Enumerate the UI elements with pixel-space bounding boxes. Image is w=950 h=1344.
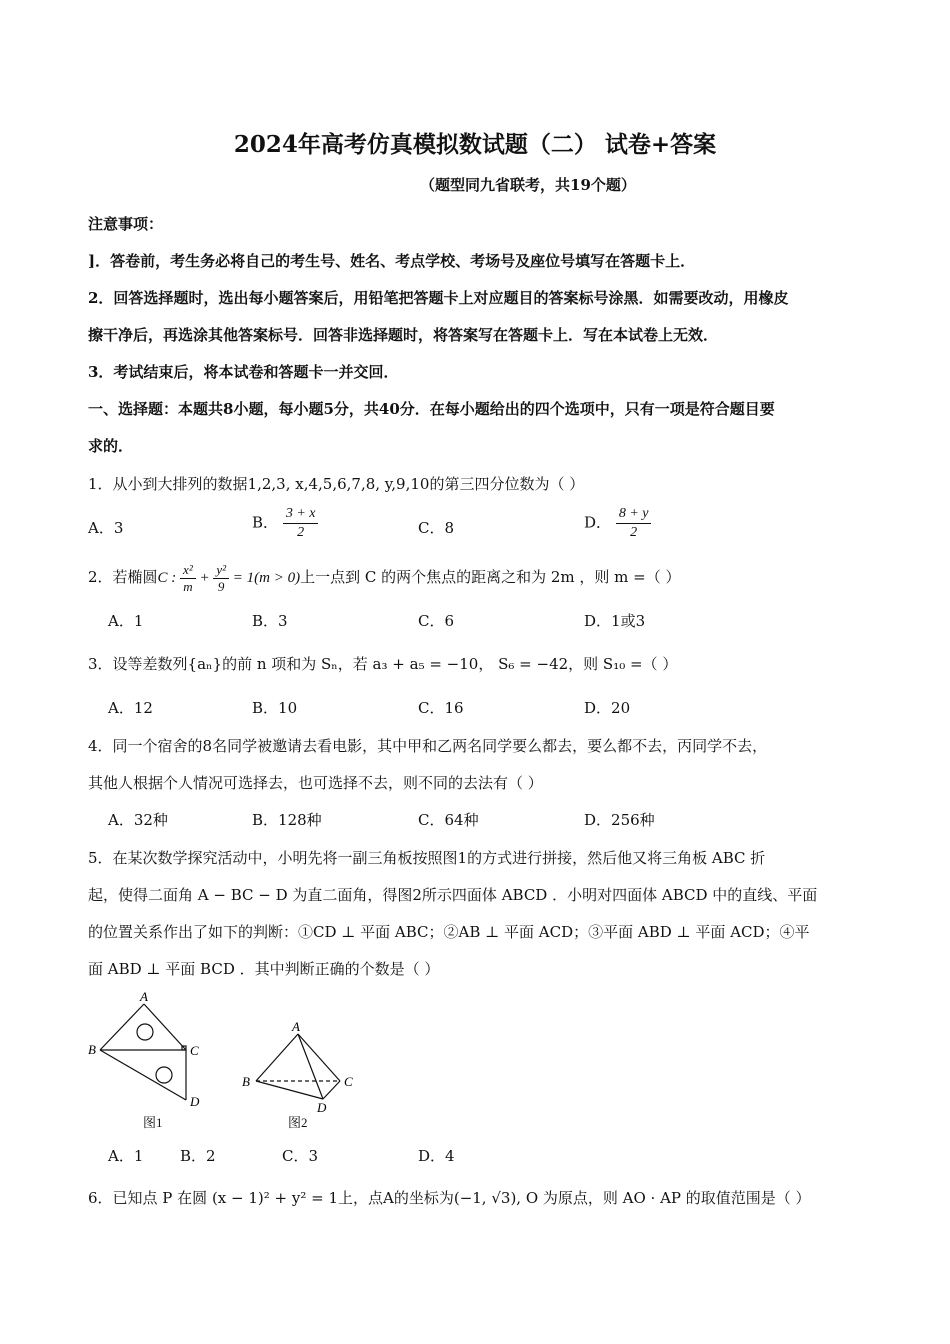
q2-stem (88, 562, 681, 595)
fig2-edge-ad (298, 1034, 323, 1099)
fig2-label-b: B (242, 1074, 250, 1089)
q4-option-d: D．256种 (584, 811, 655, 829)
q1-option-b (252, 505, 318, 542)
fig1-label-b: B (88, 1042, 96, 1057)
q4-option-c: C．64种 (418, 811, 479, 829)
fig1-label-d: D (190, 1094, 200, 1109)
note-1: ]．答卷前，考生务必将自己的考生号、姓名、考点学校、考场号及座位号填写在答题卡上． (88, 252, 696, 270)
q2-option-c: C．6 (418, 612, 455, 630)
fig1-label-c: C (190, 1043, 199, 1058)
q5-option-c: C．3 (282, 1147, 319, 1165)
figure-1-caption: 图1 (143, 1115, 163, 1130)
figure-1 (86, 988, 216, 1113)
q3-option-d: D．20 (584, 699, 631, 717)
fig2-edge-bd (256, 1081, 323, 1099)
section-heading-1: 一、选择题：本题共8小题，每小题5分，共40分．在每小题给出的四个选项中，只有一项是符合题目要 (88, 400, 775, 418)
q2-option-a: A．1 (108, 612, 144, 630)
fig2-label-a: A (292, 1020, 300, 1034)
q3-option-a: A．12 (108, 699, 153, 717)
q4-stem-1: 4．同一个宿舍的8名同学被邀请去看电影，其中甲和乙两名同学要么都去，要么都不去，丙同学不去， (88, 737, 768, 755)
fig2-label-d: D (317, 1100, 327, 1115)
fig1-label-a: A (140, 989, 148, 1004)
page-title: 2024年高考仿真模拟数试题（二） 试卷+答案 (233, 131, 717, 158)
q5-stem-1: 5．在某次数学探究活动中，小明先将一副三角板按照图1的方式进行拼接，然后他又将三角板 ABC 折 (88, 849, 766, 867)
fig1-hole-upper (137, 1024, 153, 1040)
q1-b-numerator: 3 + x (283, 505, 319, 524)
section-heading-2: 求的． (88, 437, 134, 455)
note-3: 3．考试结束后，将本试卷和答题卡一并交回． (88, 363, 399, 381)
q6-stem: 6．已知点 P 在圆 (x − 1)² + y² = 1上，点A的坐标为(−1, √3), O 为原点，则 AO · AP 的取值范围是（ ） (88, 1189, 811, 1207)
q5-stem-2: 起，使得二面角 A − BC − D 为直二面角，得图2所示四面体 ABCD ．小明对四面体 ABCD 中的直线、平面 (88, 886, 818, 904)
fig2-edge-cd (323, 1081, 340, 1099)
q3-option-b: B．10 (252, 699, 298, 717)
q1-option-d-fraction (616, 505, 652, 542)
q1-option-b-label: B． (252, 513, 279, 532)
figure-2-caption: 图2 (288, 1115, 308, 1130)
q3-stem: 3．设等差数列{aₙ}的前 n 项和为 Sₙ，若 a₃ + a₅ = −10， S₆ = −42，则 S₁₀ =（ ） (88, 655, 678, 673)
fig2-edge-ac (298, 1034, 340, 1081)
q1-option-b-fraction (283, 505, 319, 542)
q5-stem-4: 面 ABD ⊥ 平面 BCD ．其中判断正确的个数是（ ） (88, 960, 440, 978)
fig2-edge-ab (256, 1034, 298, 1081)
q1-d-numerator: 8 + y (616, 505, 652, 524)
q1-b-denominator: 2 (297, 525, 305, 540)
q2-ellipse-formula: C : $\frac{\text{x²}}{m}$ + $\frac{\text{y²}}{9}$ = 1(m > 0) (157, 562, 301, 594)
note-2a: 2．回答选择题时，选出每小题答案后，用铅笔把答题卡上对应题目的答案标号涂黑．如需要改动，用橡皮 (88, 289, 789, 307)
fig1-edge-ac (144, 1004, 186, 1050)
fig1-hole-lower (156, 1067, 172, 1083)
notes-heading: 注意事项： (88, 215, 164, 233)
fig1-edge-bd (100, 1050, 186, 1100)
page-subtitle: （题型同九省联考，共19个题） (420, 176, 636, 194)
q1-option-d-label: D． (584, 513, 612, 532)
q1-stem: 1．从小到大排列的数据1,2,3, x,4,5,6,7,8, y,9,10的第三四分位数为（ ） (88, 475, 585, 493)
q2-option-d: D．1或3 (584, 612, 646, 630)
q5-option-a: A．1 (108, 1147, 144, 1165)
q1-d-denominator: 2 (630, 525, 638, 540)
fig1-edge-ab (100, 1004, 144, 1050)
figure-2 (240, 1020, 370, 1115)
q2-stem-post: 上一点到 C 的两个焦点的距离之和为 2m ，则 m =（ ） (300, 567, 681, 586)
note-2b: 擦干净后，再选涂其他答案标号．回答非选择题时，将答案写在答题卡上．写在本试卷上无效． (88, 326, 719, 344)
q5-option-d: D．4 (418, 1147, 455, 1165)
q5-stem-3: 的位置关系作出了如下的判断：①CD ⊥ 平面 ABC；②AB ⊥ 平面 ACD；③平面 ABD ⊥ 平面 ACD；④平 (88, 923, 810, 941)
q1-option-c: C．8 (418, 519, 455, 537)
q1-option-d (584, 505, 651, 542)
q5-option-b: B．2 (180, 1147, 216, 1165)
q1-option-a: A．3 (88, 519, 124, 537)
q4-option-a: A．32种 (108, 811, 168, 829)
q3-option-c: C．16 (418, 699, 464, 717)
q4-option-b: B．128种 (252, 811, 322, 829)
q2-stem-pre: 2．若椭圆 (88, 567, 158, 586)
fig2-label-c: C (344, 1074, 353, 1089)
q4-stem-2: 其他人根据个人情况可选择去，也可选择不去，则不同的去法有（ ） (88, 774, 543, 792)
q2-option-b: B．3 (252, 612, 288, 630)
